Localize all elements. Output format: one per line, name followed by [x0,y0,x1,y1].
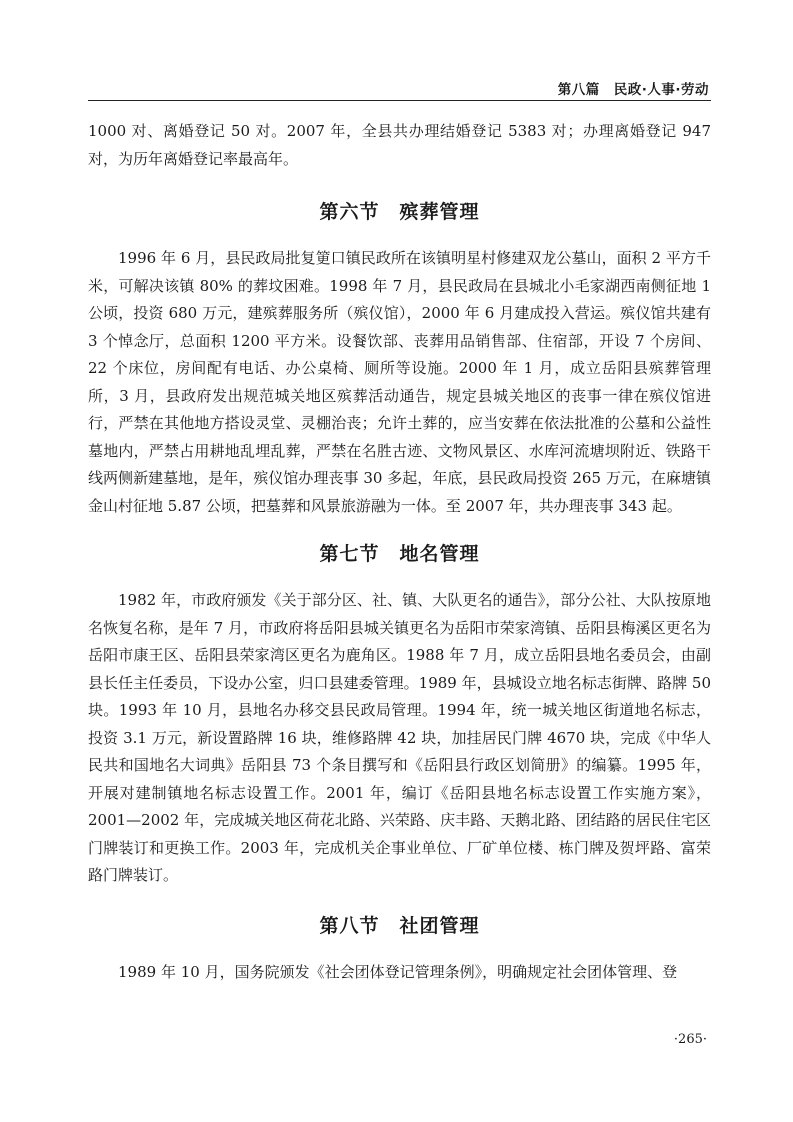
section-8-paragraph: 1989 年 10 月，国务院颁发《社会团体登记管理条例》，明确规定社会团体管理、登 [118,962,678,981]
section-7-heading: 第七节 地名管理 [319,543,480,565]
page-number: ·265· [673,1032,707,1047]
section-8-heading: 第八节 社团管理 [319,914,480,937]
intro-paragraph: 1000 对、离婚登记 50 对。2007 年，全县共办理结婚登记 5383 对；办理离婚登记 947 对，为历年离婚登记率最高年。 [88,122,711,168]
header-title: 第八篇 民政·人事·劳动 [557,82,709,98]
page-content [88,118,711,986]
page-header [88,72,711,101]
section-6-paragraph: 1996 年 6 月，县民政局批复筻口镇民政所在该镇明星村修建双龙公墓山，面积 2 平方千米，可解决该镇 80% 的葬坟困难。1998 年 7 月，县民政局在县城北小毛家湖西南侧征地 1 公顷，投资 680 万元，建殡葬服务所（殡仪馆），2000 年 6 月建成投入营运。殡仪馆共建有 3 个悼念厅，总面积 1200 平方米。设餐饮部、丧葬用品销售部、住宿部，开设 7 个房间、22 个床位，房间配有电话、办公桌椅、厕所等设施。2000 年 1 月，成立岳阳县殡葬管理所，3 月，县政府发出规范城关地区殡葬活动通告，规定县城关地区的丧事一律在殡仪馆进行，严禁在其他地方搭设灵堂、灵棚治丧；允许土葬的，应当安葬在依法批准的公墓和公益性墓地内，严禁占用耕地乱埋乱葬，严禁在名胜古迹、文物风景区、水库河流塘坝附近、铁路干线两侧新建墓地，是年，殡仪馆办理丧事 30 多起，年底，县民政局投资 265 万元，在麻塘镇金山村征地 5.87 公顷，把墓葬和风景旅游融为一体。至 2007 年，共办理丧事 343 起。 [88,249,711,515]
section-7-paragraph: 1982 年，市政府颁发《关于部分区、社、镇、大队更名的通告》，部分公社、大队按原地名恢复名称，是年 7 月，市政府将岳阳县城关镇更名为岳阳市荣家湾镇、岳阳县梅溪区更名为岳阳市康王区、岳阳县荣家湾区更名为鹿角区。1988 年 7 月，成立岳阳县地名委员会，由副县长任主任委员，下设办公室，归口县建委管理。1989 年，县城设立地名标志街牌、路牌 50 块。1993 年 10 月，县地名办移交县民政局管理。1994 年，统一城关地区街道地名标志，投资 3.1 万元，新设置路牌 16 块，维修路牌 42 块，加挂居民门牌 4670 块，完成《中华人民共和国地名大词典》岳阳县 73 个条目撰写和《岳阳县行政区划简册》的编纂。1995 年，开展对建制镇地名标志设置工作。2001 年，编订《岳阳县地名标志设置工作实施方案》，2001—2002 年，完成城关地区荷花北路、兴荣路、庆丰路、天鹅北路、团结路的居民住宅区门牌装订和更换工作。2003 年，完成机关企事业单位、厂矿单位楼、栋门牌及贺坪路、富荣路门牌装订。 [88,591,711,884]
section-6-heading: 第六节 殡葬管理 [319,201,480,223]
